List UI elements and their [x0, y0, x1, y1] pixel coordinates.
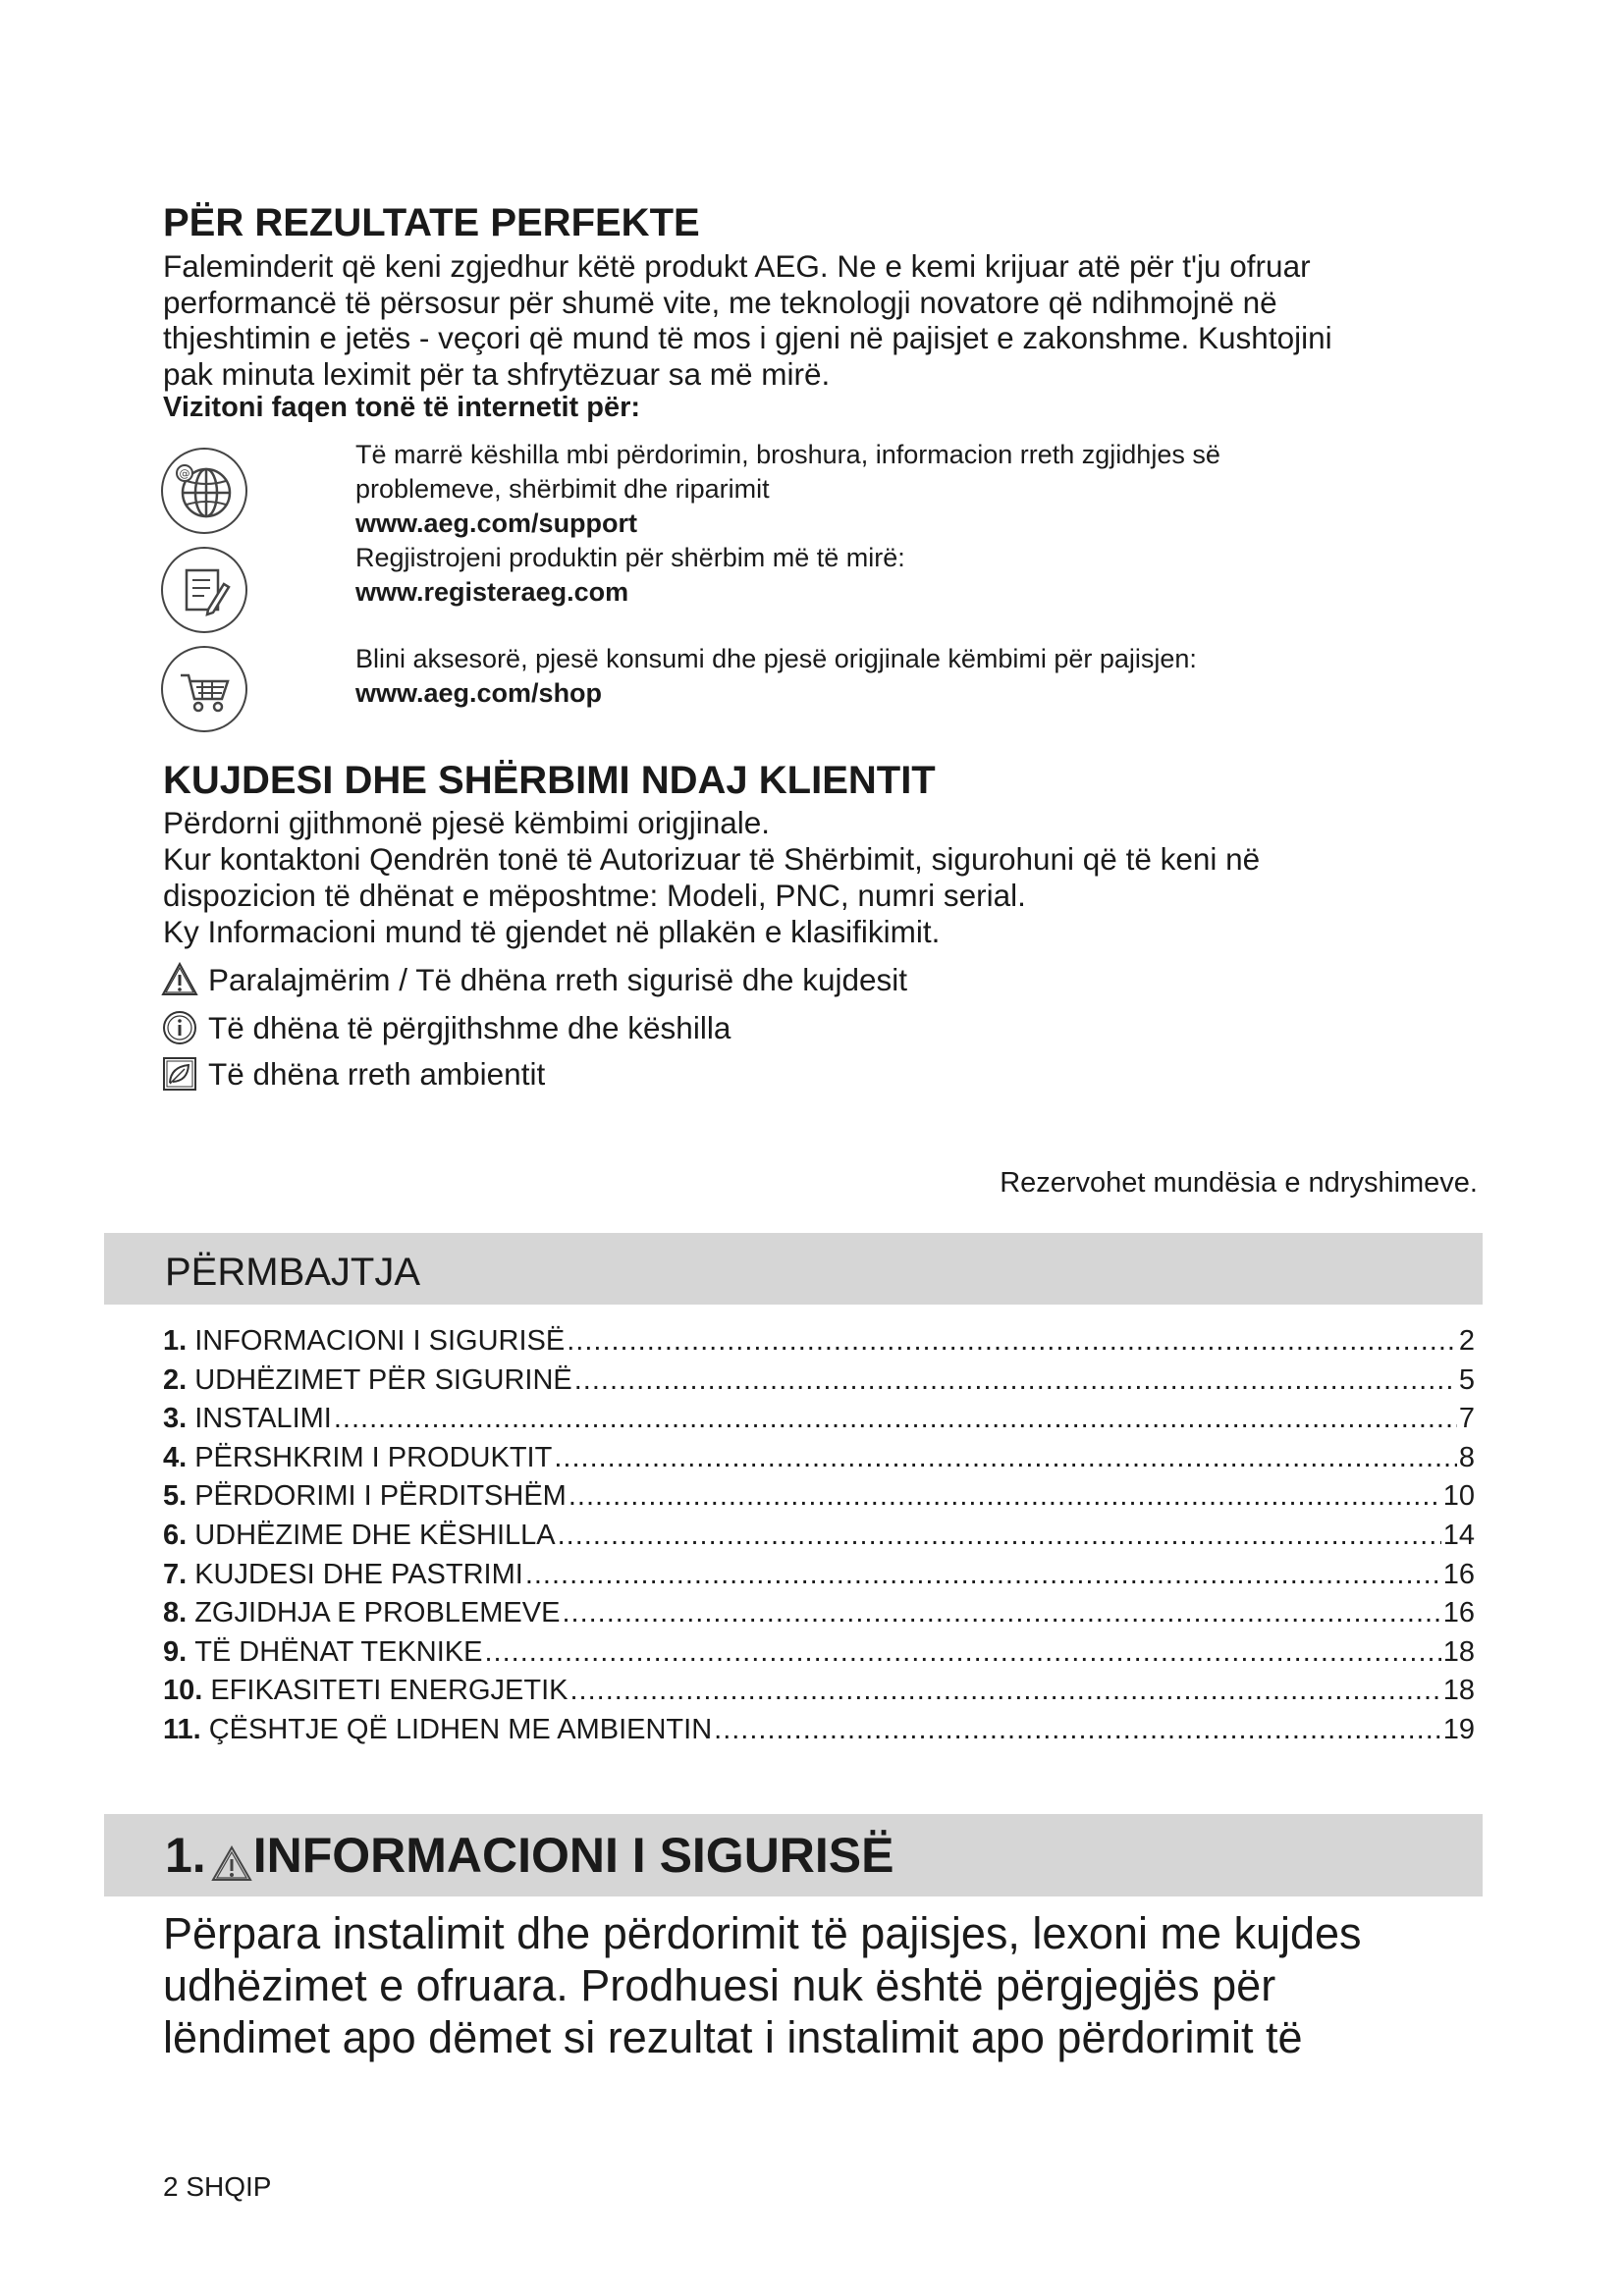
- toc-number: 11.: [163, 1713, 201, 1745]
- toc-label: ÇËSHTJE QË LIDHEN ME AMBIENTIN: [208, 1713, 713, 1745]
- toc-page: 10: [1442, 1480, 1475, 1513]
- toc-label: INFORMACIONI I SIGURISË: [194, 1325, 566, 1357]
- toc-leader-dots: [558, 1517, 1441, 1556]
- shopping-cart-icon: [161, 646, 247, 732]
- svg-text:@: @: [179, 467, 190, 480]
- toc-title: PËRMBAJTJA: [165, 1251, 421, 1294]
- toc-leader-dots: [567, 1322, 1457, 1362]
- section-title-safety: [165, 1824, 894, 1887]
- support-item-support: [355, 438, 1435, 541]
- intro-line: pak minuta leximit për ta shfrytëzuar sa më mirë.: [163, 355, 831, 392]
- toc-number: 5.: [163, 1480, 188, 1513]
- toc-page: 19: [1442, 1713, 1475, 1745]
- intro-line: performancë të përsosur për shumë vite, me teknologji novatore që ndihmojnë në: [163, 284, 1277, 320]
- care-line: Përdorni gjithmonë pjesë këmbimi origjinale.: [163, 805, 771, 840]
- toc-page: 18: [1442, 1635, 1475, 1668]
- toc-header-band: [104, 1233, 1483, 1305]
- toc-page: 2: [1458, 1325, 1475, 1357]
- toc-row[interactable]: [163, 1556, 1475, 1595]
- toc-leader-dots: [484, 1633, 1440, 1673]
- intro-paragraph: [163, 248, 1459, 392]
- toc-row[interactable]: [163, 1633, 1475, 1673]
- page-footer: 2 SHQIP: [163, 2171, 272, 2202]
- toc-page: 18: [1442, 1675, 1475, 1707]
- intro-line: thjeshtimin e jetës - veçori që mund të mos i gjeni në pajisjet e zakonshme. Kushtojini: [163, 320, 1332, 355]
- toc-page: 16: [1442, 1597, 1475, 1629]
- section-header-band: [104, 1814, 1483, 1896]
- visit-website-label: Vizitoni faqen tonë të internetit për:: [163, 392, 641, 423]
- toc-number: 6.: [163, 1519, 188, 1551]
- toc-row[interactable]: [163, 1400, 1475, 1439]
- globe-support-icon: [161, 448, 247, 534]
- safety-line: lëndimet apo dëmet si rezultat i instalimit apo përdorimit të: [163, 2012, 1303, 2062]
- legend-text: Paralajmërim / Të dhëna rreth sigurisë dhe kujdesit: [208, 962, 908, 997]
- toc-number: 3.: [163, 1403, 188, 1435]
- toc-label: TË DHËNAT TEKNIKE: [194, 1635, 483, 1668]
- warning-triangle-icon: [210, 1836, 253, 1875]
- safety-line: Përpara instalimit dhe përdorimit të pajisjes, lexoni me kujdes: [163, 1908, 1362, 1958]
- toc-page: 14: [1442, 1519, 1475, 1551]
- toc-label: UDHËZIMET PËR SIGURINË: [194, 1363, 572, 1396]
- care-line: dispozicion të dhënat e mëposhtme: Modeli, PNC, numri serial.: [163, 878, 1026, 913]
- toc-number: 4.: [163, 1441, 188, 1473]
- toc-leader-dots: [574, 1362, 1457, 1401]
- intro-line: Faleminderit që keni zgjedhur këtë produkt AEG. Ne e kemi krijuar atë për t'ju ofruar: [163, 248, 1311, 284]
- toc-row[interactable]: [163, 1322, 1475, 1362]
- legend-environment: [161, 1054, 545, 1094]
- section-heading-text: INFORMACIONI I SIGURISË: [252, 1828, 894, 1883]
- care-paragraph: [163, 805, 1469, 950]
- toc-row[interactable]: [163, 1711, 1475, 1750]
- toc-row[interactable]: [163, 1439, 1475, 1478]
- support-item-register: [355, 541, 1435, 610]
- toc-number: 9.: [163, 1635, 188, 1668]
- safety-intro-paragraph: [163, 1907, 1484, 2063]
- section-title-results: PËR REZULTATE PERFEKTE: [163, 201, 700, 244]
- toc-number: 2.: [163, 1363, 188, 1396]
- toc-page: 5: [1458, 1363, 1475, 1396]
- environment-leaf-icon: [161, 1055, 198, 1093]
- toc-label: EFIKASITETI ENERGJETIK: [210, 1675, 568, 1707]
- section-number: 1.: [165, 1828, 206, 1883]
- section-title-care: KUJDESI DHE SHËRBIMI NDAJ KLIENTIT: [163, 759, 936, 802]
- toc-row[interactable]: [163, 1594, 1475, 1633]
- shop-url-link[interactable]: www.aeg.com/shop: [355, 678, 603, 708]
- toc-leader-dots: [525, 1556, 1441, 1595]
- toc-page: 8: [1458, 1441, 1475, 1473]
- info-circle-icon: [161, 1009, 198, 1046]
- rights-reserved-note: Rezervohet mundësia e ndryshimeve.: [1000, 1167, 1478, 1199]
- warning-triangle-icon: [161, 961, 198, 998]
- toc-leader-dots: [562, 1594, 1440, 1633]
- toc-label: UDHËZIME DHE KËSHILLA: [194, 1519, 556, 1551]
- toc-page: 16: [1442, 1558, 1475, 1590]
- toc-leader-dots: [570, 1672, 1441, 1711]
- support-item-text: problemeve, shërbimit dhe riparimit: [355, 474, 770, 504]
- legend-warning: [161, 960, 907, 999]
- toc-number: 8.: [163, 1597, 188, 1629]
- support-item-text: Të marrë këshilla mbi përdorimin, broshura, informacion rreth zgjidhjes së: [355, 440, 1220, 469]
- toc-row[interactable]: [163, 1517, 1475, 1556]
- toc-leader-dots: [554, 1439, 1457, 1478]
- toc-number: 7.: [163, 1558, 188, 1590]
- toc-row[interactable]: [163, 1362, 1475, 1401]
- toc-number: 1.: [163, 1325, 188, 1357]
- toc-label: PËRDORIMI I PËRDITSHËM: [194, 1480, 567, 1513]
- legend-info: [161, 1008, 731, 1047]
- table-of-contents: [163, 1322, 1475, 1750]
- care-line: Ky Informacioni mund të gjendet në pllakën e klasifikimit.: [163, 914, 941, 949]
- register-url-link[interactable]: www.registeraeg.com: [355, 577, 629, 607]
- safety-line: udhëzimet e ofruara. Prodhuesi nuk është përgjegjës për: [163, 1960, 1276, 2010]
- register-form-icon: [161, 547, 247, 633]
- toc-row[interactable]: [163, 1477, 1475, 1517]
- toc-page: 7: [1458, 1403, 1475, 1435]
- toc-label: INSTALIMI: [194, 1403, 332, 1435]
- toc-leader-dots: [334, 1400, 1457, 1439]
- toc-row[interactable]: [163, 1672, 1475, 1711]
- care-line: Kur kontaktoni Qendrën tonë të Autorizuar të Shërbimit, sigurohuni që të keni në: [163, 841, 1261, 877]
- support-item-text: Blini aksesorë, pjesë konsumi dhe pjesë origjinale këmbimi për pajisjen:: [355, 644, 1197, 673]
- toc-leader-dots: [568, 1477, 1441, 1517]
- toc-number: 10.: [163, 1675, 203, 1707]
- toc-label: KUJDESI DHE PASTRIMI: [194, 1558, 523, 1590]
- legend-text: Të dhëna rreth ambientit: [208, 1056, 546, 1092]
- legend-text: Të dhëna të përgjithshme dhe këshilla: [208, 1010, 731, 1045]
- toc-label: PËRSHKRIM I PRODUKTIT: [194, 1441, 553, 1473]
- support-url-link[interactable]: www.aeg.com/support: [355, 508, 638, 538]
- toc-leader-dots: [714, 1711, 1441, 1750]
- toc-label: ZGJIDHJA E PROBLEMEVE: [194, 1597, 561, 1629]
- support-item-shop: [355, 642, 1435, 711]
- support-item-text: Regjistrojeni produktin për shërbim më të mirë:: [355, 543, 905, 572]
